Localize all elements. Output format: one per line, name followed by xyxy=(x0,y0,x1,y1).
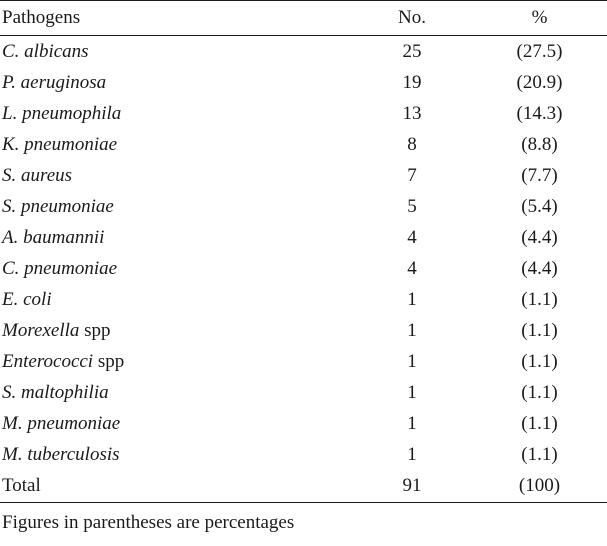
pathogen-count: 4 xyxy=(407,227,417,248)
pathogen-species: Morexella xyxy=(2,320,80,341)
pathogen-name xyxy=(0,253,352,284)
pathogen-species: M. tuberculosis xyxy=(2,444,120,465)
pathogen-name xyxy=(0,129,352,160)
table-row xyxy=(0,36,607,68)
table-row xyxy=(0,439,607,470)
pathogen-species: C. albicans xyxy=(2,41,89,62)
table-row xyxy=(0,98,607,129)
pathogen-percent: (8.8) xyxy=(521,134,558,155)
pathogen-count: 1 xyxy=(407,413,417,434)
table-row xyxy=(0,284,607,315)
pathogen-species: K. pneumoniae xyxy=(2,134,118,155)
pathogen-percent: (1.1) xyxy=(521,444,558,465)
pathogen-percent: (4.4) xyxy=(521,258,558,279)
pathogen-percent: (7.7) xyxy=(521,165,558,186)
pathogen-count: 1 xyxy=(407,320,417,341)
pathogen-count: 8 xyxy=(407,134,417,155)
pathogen-name xyxy=(0,408,352,439)
pathogen-species: M. pneumoniae xyxy=(2,413,121,434)
pathogen-percent: (1.1) xyxy=(521,289,558,310)
table-row xyxy=(0,67,607,98)
footnote: Figures in parentheses are percentages xyxy=(2,512,295,533)
total-percent: (100) xyxy=(472,470,607,503)
pathogen-species: S. maltophilia xyxy=(2,382,109,403)
table-row xyxy=(0,315,607,346)
pathogen-percent: (27.5) xyxy=(516,41,563,62)
pathogen-percent: (1.1) xyxy=(521,320,558,341)
pathogen-name xyxy=(0,191,352,222)
table-row xyxy=(0,129,607,160)
pathogen-species: C. pneumoniae xyxy=(2,258,118,279)
table-header xyxy=(0,1,607,36)
pathogen-count: 5 xyxy=(407,196,417,217)
pathogen-species: Enterococci xyxy=(2,351,94,372)
pathogen-species: S. aureus xyxy=(2,165,73,186)
header-percent: % xyxy=(472,1,607,36)
table-row xyxy=(0,160,607,191)
table-row xyxy=(0,408,607,439)
pathogen-species: S. pneumoniae xyxy=(2,196,114,217)
pathogen-name xyxy=(0,160,352,191)
total-row xyxy=(0,470,607,503)
total-count: 91 xyxy=(352,470,472,503)
pathogen-suffix: spp xyxy=(79,320,111,341)
pathogen-percent: (1.1) xyxy=(521,413,558,434)
pathogen-percent: (20.9) xyxy=(516,72,563,93)
pathogen-name xyxy=(0,67,352,98)
pathogen-name xyxy=(0,377,352,408)
pathogen-name xyxy=(0,36,352,68)
table-row xyxy=(0,346,607,377)
header-row xyxy=(0,1,607,36)
pathogen-name xyxy=(0,98,352,129)
table-row xyxy=(0,377,607,408)
pathogen-suffix: spp xyxy=(93,351,125,372)
pathogen-name xyxy=(0,222,352,253)
pathogen-name xyxy=(0,439,352,470)
pathogen-name xyxy=(0,346,352,377)
pathogen-name xyxy=(0,284,352,315)
pathogen-percent: (1.1) xyxy=(521,382,558,403)
pathogen-species: P. aeruginosa xyxy=(2,72,107,93)
pathogen-species: A. baumannii xyxy=(2,227,105,248)
pathogen-species: E. coli xyxy=(2,289,52,310)
pathogen-count: 1 xyxy=(407,382,417,403)
pathogen-count: 7 xyxy=(407,165,417,186)
header-pathogens: Pathogens xyxy=(0,1,352,36)
total-label: Total xyxy=(0,470,352,503)
table-row xyxy=(0,253,607,284)
pathogen-count: 25 xyxy=(402,41,422,62)
pathogen-species: L. pneumophila xyxy=(2,103,122,124)
pathogen-percent: (1.1) xyxy=(521,351,558,372)
pathogen-percent: (14.3) xyxy=(516,103,563,124)
pathogen-name xyxy=(0,315,352,346)
pathogen-count: 1 xyxy=(407,289,417,310)
pathogen-percent: (4.4) xyxy=(521,227,558,248)
table-body xyxy=(0,36,607,503)
table-row xyxy=(0,222,607,253)
pathogen-count: 1 xyxy=(407,351,417,372)
pathogen-percent: (5.4) xyxy=(521,196,558,217)
header-count: No. xyxy=(352,1,472,36)
pathogen-count: 19 xyxy=(402,72,422,93)
table-row xyxy=(0,191,607,222)
pathogen-count: 4 xyxy=(407,258,417,279)
pathogen-count: 1 xyxy=(407,444,417,465)
pathogen-count: 13 xyxy=(402,103,422,124)
